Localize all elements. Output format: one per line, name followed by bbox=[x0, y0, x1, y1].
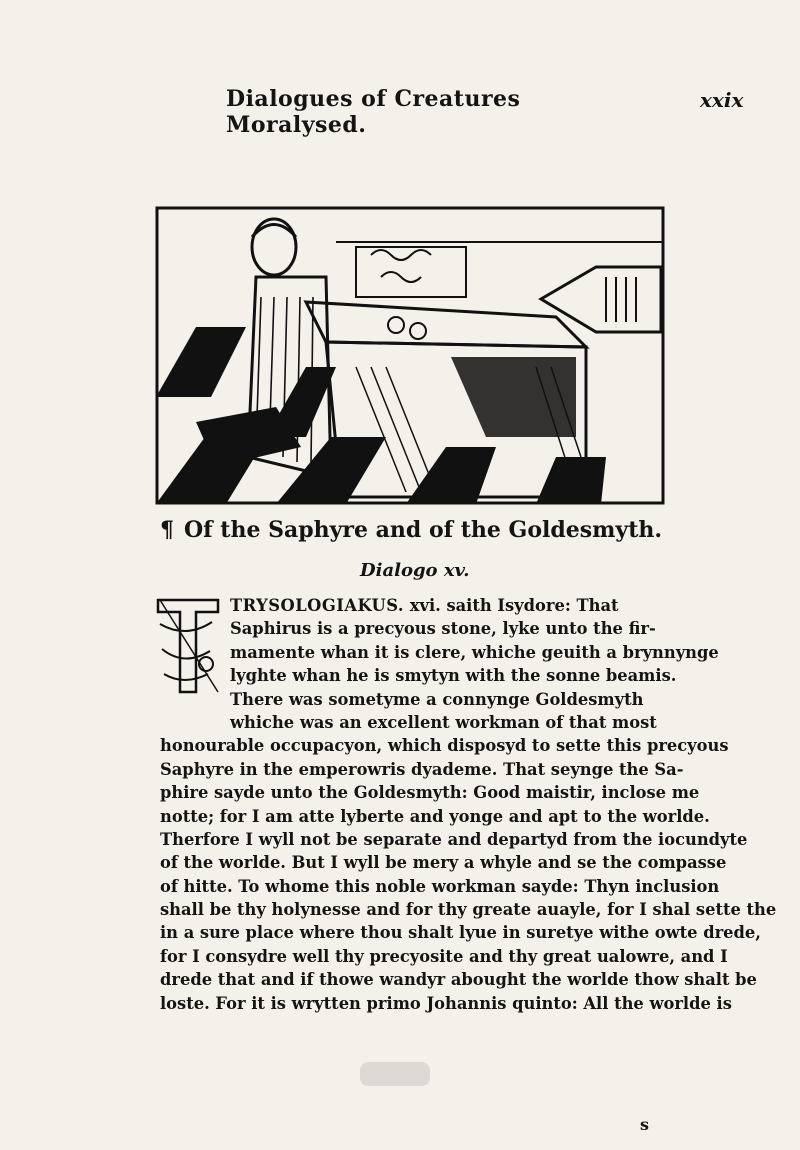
text-line: lyghte whan he is smytyn with the sonne beamis. bbox=[230, 666, 677, 686]
text-line: of the worlde. But I wyll be mery a whyle and se the compasse bbox=[160, 853, 727, 873]
text-line: in a sure place where thou shalt lyue in suretye withe owte drede, bbox=[160, 923, 761, 943]
paper-stain bbox=[360, 1062, 430, 1086]
text-line: of hitte. To whome this noble workman sayde: Thyn inclusion bbox=[160, 876, 720, 896]
text-line: mamente whan it is clere, whiche geuith a brynnynge bbox=[230, 642, 719, 662]
dialogue-text bbox=[160, 594, 777, 1015]
text-line: for I consydre well thy precyosite and thy great ualowre, and I bbox=[160, 946, 728, 966]
text-line: Therfore I wyll not be separate and departyd from the iocundyte bbox=[160, 829, 748, 849]
text-line: Saphyre in the emperowris dyademe. That seynge the Sa- bbox=[160, 759, 684, 779]
pilcrow-mark: ¶ bbox=[160, 517, 174, 543]
text-line: loste. For it is wrytten primo Johannis quinto: All the worlde is bbox=[160, 993, 732, 1013]
chapter-title-text: Of the Saphyre and of the Goldesmyth. bbox=[184, 517, 663, 543]
speaker-name: TRYSOLOGIAKUS. bbox=[230, 596, 405, 615]
text-line: shall be thy holynesse and for thy greate auayle, for I shal sette the bbox=[160, 900, 777, 920]
chapter-title bbox=[160, 517, 680, 543]
text-line: drede that and if thowe wandyr abought the worlde thow shalt be bbox=[160, 970, 757, 990]
text-line: whiche was an excellent workman of that most bbox=[230, 712, 657, 732]
dialogue-number: Dialogo xv. bbox=[360, 560, 470, 581]
text-line: Saphirus is a precyous stone, lyke unto the fir- bbox=[230, 619, 656, 639]
folio-number: xxix bbox=[700, 88, 744, 112]
text-line: honourable occupacyon, which disposyd to sette this precyous bbox=[160, 736, 729, 756]
text-line: notte; for I am atte lyberte and yonge and apt to the worlde. bbox=[160, 806, 710, 826]
woodcut-goldsmith-table-illustration bbox=[156, 207, 664, 504]
text-line: There was sometyme a connynge Goldesmyth bbox=[230, 689, 644, 709]
catchword: s bbox=[640, 1115, 650, 1134]
text-line: phire sayde unto the Goldesmyth: Good maistir, inclose me bbox=[160, 783, 700, 803]
text-line: TRYSOLOGIAKUS. xvi. saith Isydore: That bbox=[230, 596, 619, 615]
running-title: Dialogues of Creatures Moralysed. bbox=[226, 86, 521, 138]
